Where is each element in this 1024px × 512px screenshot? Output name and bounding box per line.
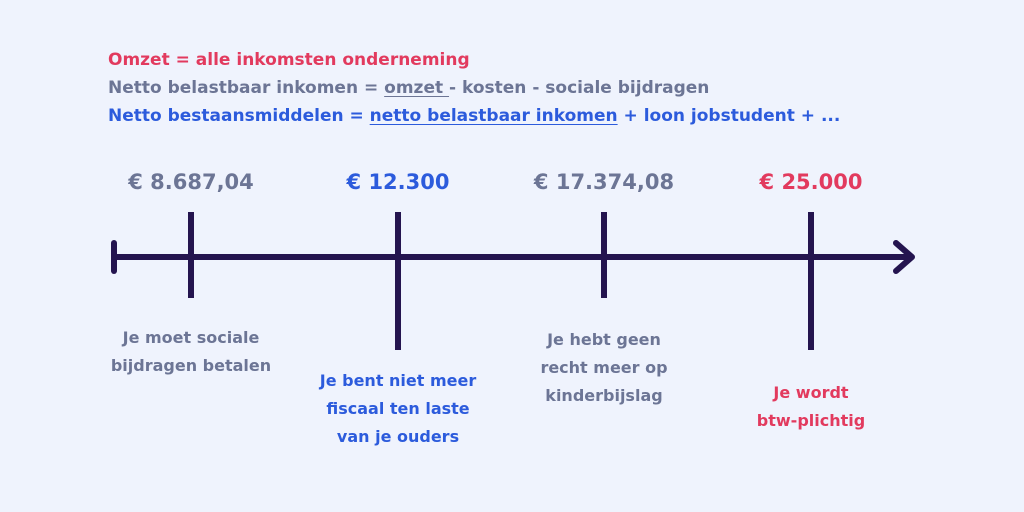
threshold-amount-1: € 8.687,04 <box>128 170 254 194</box>
threshold-caption-1 <box>81 324 301 380</box>
legend-netto-belastbaar-link[interactable]: netto belastbaar inkomen <box>369 106 618 126</box>
threshold-caption-line: Je wordt <box>773 383 849 402</box>
threshold-caption-line: Je hebt geen <box>547 330 661 349</box>
legend-netto-bestaansmiddelen-prefix: Netto bestaansmiddelen = <box>108 106 370 126</box>
threshold-amount-3: € 17.374,08 <box>533 170 675 194</box>
legend-omzet-link[interactable]: omzet <box>384 78 450 98</box>
threshold-caption-line: fiscaal ten laste <box>326 399 470 418</box>
threshold-caption-line: Je bent niet meer <box>319 371 477 390</box>
threshold-caption-line: van je ouders <box>336 427 460 446</box>
threshold-caption-2 <box>288 367 508 451</box>
legend-netto-belastbaar-suffix: - kosten - sociale bijdragen <box>449 78 710 98</box>
threshold-amount-2: € 12.300 <box>346 170 450 194</box>
threshold-caption-line: btw-plichtig <box>756 411 866 430</box>
legend-netto-bestaansmiddelen-suffix: + loon jobstudent + ... <box>617 106 841 126</box>
threshold-caption-4 <box>701 379 921 435</box>
threshold-caption-line: Je moet sociale <box>122 328 260 347</box>
threshold-caption-line: kinderbijslag <box>545 386 663 405</box>
threshold-amount-4: € 25.000 <box>759 170 863 194</box>
threshold-caption-line: bijdragen betalen <box>110 356 272 375</box>
legend-omzet: Omzet = alle inkomsten onderneming <box>108 50 470 70</box>
threshold-caption-line: recht meer op <box>540 358 668 377</box>
threshold-caption-3 <box>494 326 714 410</box>
legend-netto-belastbaar-prefix: Netto belastbaar inkomen = <box>108 78 385 98</box>
